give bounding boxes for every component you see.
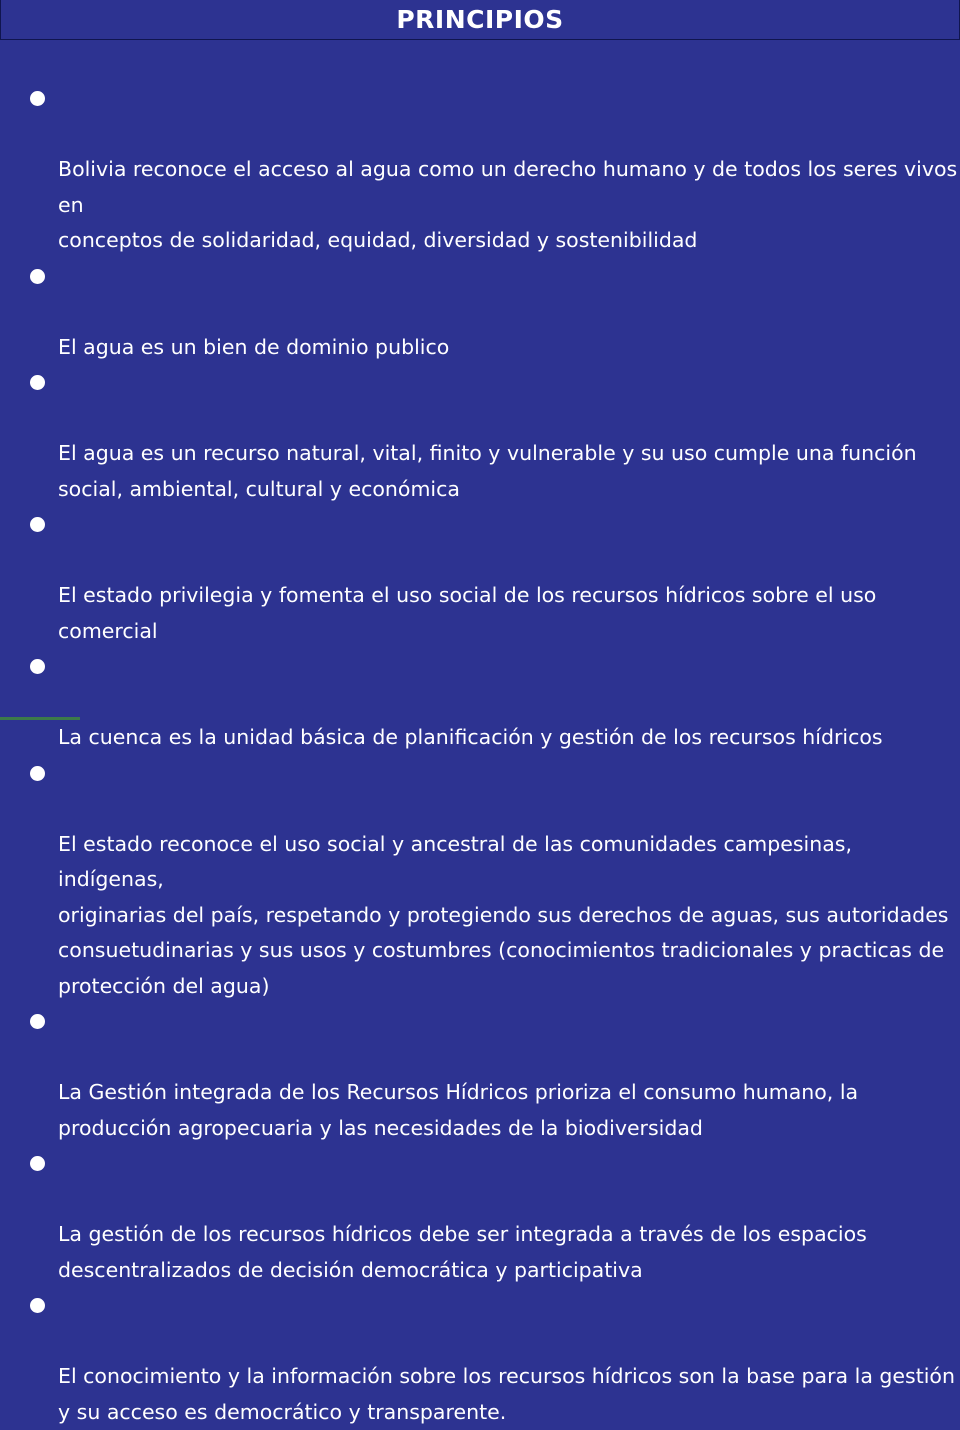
bullet-icon (30, 1014, 45, 1029)
bullet-icon (30, 91, 45, 106)
list-item-text: El agua es un bien de dominio publico (58, 334, 450, 359)
list-item (30, 1004, 958, 1146)
bullet-icon (30, 517, 45, 532)
bullet-icon (30, 375, 45, 390)
list-item-text: La cuenca es la unidad básica de planificación y gestión de los recursos hídricos (58, 725, 883, 749)
principles-list (30, 81, 958, 1430)
bullet-icon (30, 659, 45, 674)
bullet-icon (30, 269, 45, 284)
bullet-icon (30, 766, 45, 781)
list-item-text: El estado reconoce el uso social y ancestral de las comunidades campesinas, indígenas, originarias del país, respetando y protegiendo sus derechos de aguas, sus autoridades consuetudinarias y sus usos y costumbres (conocimientos tradicionales y practicas de protección del agua) (58, 831, 949, 998)
list-item (30, 649, 958, 756)
list-item (30, 1146, 958, 1288)
bullet-icon (30, 1156, 45, 1171)
bullet-icon (30, 1298, 45, 1313)
list-item (30, 1288, 958, 1430)
page-title: PRINCIPIOS (396, 5, 564, 34)
list-item-text: La gestión de los recursos hídricos debe ser integrada a través de los espacios descentralizados de decisión democrática y participativa (58, 1222, 867, 1282)
list-item (30, 507, 958, 649)
list-item (30, 365, 958, 507)
list-item-text: Bolivia reconoce el acceso al agua como un derecho humano y de todos los seres vivos en conceptos de solidaridad, equidad, diversidad y sostenibilidad (58, 157, 958, 252)
list-item-text: El agua es un recurso natural, vital, finito y vulnerable y su uso cumple una función social, ambiental, cultural y económica (58, 441, 917, 501)
list-item-text: El estado privilegia y fomenta el uso social de los recursos hídricos sobre el uso comercial (58, 583, 877, 643)
title-bar (0, 0, 960, 40)
list-item (30, 81, 958, 259)
list-item (30, 756, 958, 1005)
list-item (30, 259, 958, 366)
list-item-text: La Gestión integrada de los Recursos Hídricos prioriza el consumo humano, la producción agropecuaria y las necesidades de la biodiversidad (58, 1080, 859, 1140)
list-item-text: El conocimiento y la información sobre los recursos hídricos son la base para la gestión y su acceso es democrático y transparente. (58, 1364, 955, 1424)
